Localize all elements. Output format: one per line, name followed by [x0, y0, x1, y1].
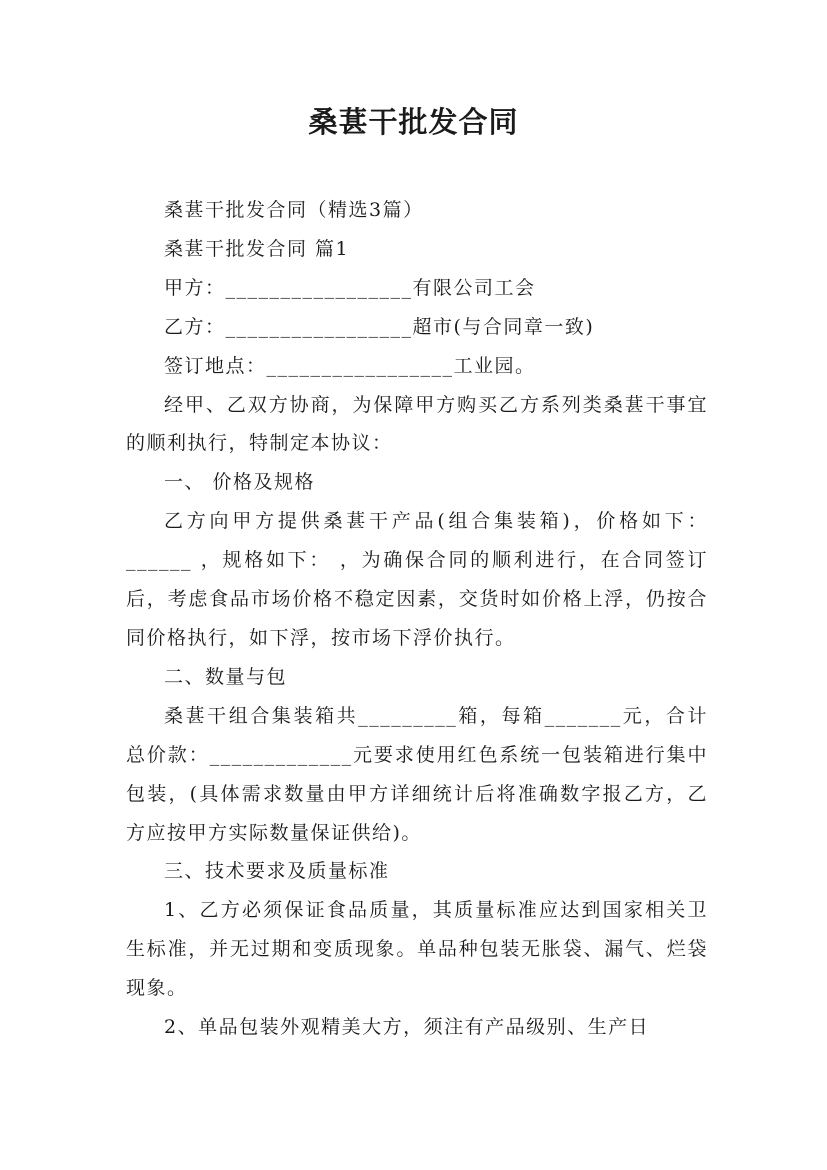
paragraph-quality-2: 2、单品包装外观精美大方，须注有产品级别、生产日 [164, 1016, 650, 1039]
signing-location-line: 签订地点：_________________工业园。 [164, 354, 536, 377]
party-a-line: 甲方：_________________有限公司工会 [164, 276, 536, 299]
paragraph-quality-1: 1、乙方必须保证食品质量，其质量标准应达到国家相关卫生标准，并无过期和变质现象。单品种包装无胀袋、漏气、烂袋现象。 [126, 899, 708, 1000]
document-body [126, 191, 708, 1047]
paragraph-preamble: 经甲、乙双方协商，为保障甲方购买乙方系列类桑葚干事宜的顺利执行，特制定本协议： [126, 393, 708, 455]
heading-price-spec: 一、 价格及规格 [164, 471, 316, 494]
heading-technical-quality: 三、技术要求及质量标准 [164, 860, 390, 883]
party-b-line: 乙方：_________________超市(与合同章一致) [164, 315, 595, 338]
heading-quantity-packaging: 二、数量与包 [164, 665, 288, 688]
paragraph-subtitle: 桑葚干批发合同（精选3篇） [164, 199, 424, 221]
paragraph-quantity: 桑葚干组合集装箱共_________箱，每箱_______元，合计总价款：_____________元要求使用红色系统一包装箱进行集中包装，(具体需求数量由甲方详细统计后将准确数字报乙方，乙方应按甲方实际数量保证供给)。 [126, 704, 708, 844]
document-title: 桑葚干批发合同 [308, 105, 519, 139]
paragraph-price: 乙方向甲方提供桑葚干产品(组合集装箱)，价格如下：______ ，规格如下： ，为确保合同的顺利进行，在合同签订后，考虑食品市场价格不稳定因素，交货时如价格上浮，仍按合同价格执行，如下浮，按市场下浮价执行。 [126, 510, 708, 649]
paragraph-section-heading: 桑葚干批发合同 篇1 [164, 237, 350, 260]
